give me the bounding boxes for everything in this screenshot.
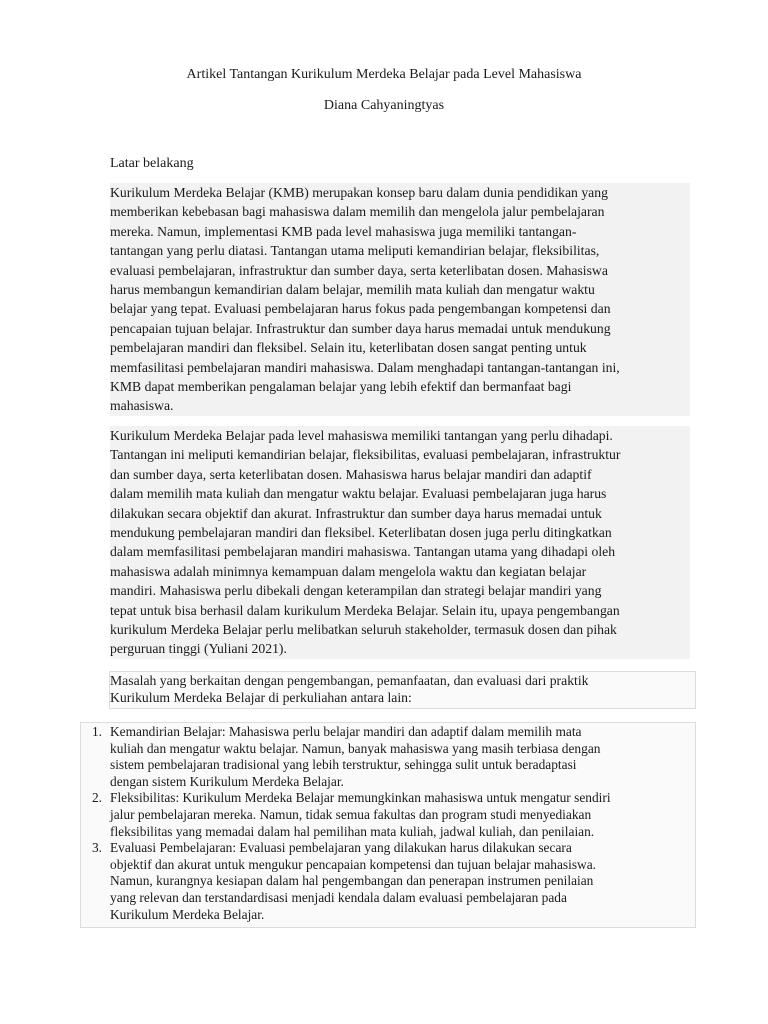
paragraph-line: mandiri. Mahasiswa perlu dibekali dengan keterampilan dan strategi belajar mandiri yang [110, 581, 690, 600]
list-item [82, 840, 690, 923]
paragraph-line: dalam memilih mata kuliah dan mengatur waktu belajar. Evaluasi pembelajaran juga harus [110, 484, 690, 503]
problem-list [82, 724, 690, 923]
paragraph-line: mahasiswa. [110, 396, 690, 415]
paragraph-line: perguruan tinggi (Yuliani 2021). [110, 639, 690, 658]
paragraph-line: tantangan yang perlu diatasi. Tantangan utama meliputi kemandirian belajar, fleksibilitas, [110, 241, 690, 260]
document-title: Artikel Tantangan Kurikulum Merdeka Belajar pada Level Mahasiswa [186, 67, 582, 82]
paragraph-line: mereka. Namun, implementasi KMB pada level mahasiswa juga memiliki tantangan- [110, 222, 690, 241]
list-line: objektif dan akurat untuk mengukur pencapaian kompetensi dan tujuan belajar mahasiswa. [110, 856, 596, 872]
list-item [82, 790, 690, 840]
paragraph-line: memberikan kebebasan bagi mahasiswa dalam memilih dan mengelola jalur pembelajaran [110, 202, 690, 221]
list-item [82, 724, 690, 790]
paragraph-line: belajar yang tepat. Evaluasi pembelajaran harus fokus pada pengembangan kompetensi dan [110, 299, 690, 318]
list-number: 1. [91, 724, 102, 739]
intro-line: Kurikulum Merdeka Belajar di perkuliahan antara lain: [110, 690, 412, 705]
list-line: fleksibilitas yang memadai dalam hal pemilihan mata kuliah, jadwal kuliah, dan penilaian. [110, 823, 595, 839]
paragraph-line: dan sumber daya, serta keterlibatan dosen. Mahasiswa harus belajar mandiri dan adaptif [110, 465, 690, 484]
list-line: Fleksibilitas: Kurikulum Merdeka Belajar memungkinkan mahasiswa untuk mengatur sendiri [110, 790, 611, 806]
paragraph-line: pembelajaran mandiri dan fleksibel. Selain itu, keterlibatan dosen sangat penting untuk [110, 338, 690, 357]
section-heading: Latar belakang [110, 156, 194, 171]
paragraph-line: pencapaian tujuan belajar. Infrastruktur dan sumber daya harus memadai untuk mendukung [110, 319, 690, 338]
list-line: yang relevan dan terstandardisasi menjadi kendala dalam evaluasi pembelajaran pada [110, 889, 567, 905]
paragraph-line: mendukung pembelajaran mandiri dan fleksibel. Keterlibatan dosen juga perlu ditingkatkan [110, 523, 690, 542]
paragraph-line: evaluasi pembelajaran, infrastruktur dan sumber daya, serta keterlibatan dosen. Mahasiswa [110, 261, 690, 280]
list-line: Kurikulum Merdeka Belajar. [110, 906, 265, 922]
list-line: Namun, kurangnya kesiapan dalam hal pengembangan dan penerapan instrumen penilaian [110, 873, 594, 889]
paragraph-line: mahasiswa adalah minimnya kemampuan dalam mengelola waktu dan kegiatan belajar [110, 562, 690, 581]
paragraph-background [110, 183, 690, 416]
list-line: sistem pembelajaran tradisional yang lebih terstruktur, sehingga sulit untuk beradaptasi [110, 757, 577, 773]
paragraph-line: Kurikulum Merdeka Belajar pada level mahasiswa memiliki tantangan yang perlu dihadapi. [110, 426, 690, 445]
intro-line: Masalah yang berkaitan dengan pengembangan, pemanfaatan, dan evaluasi dari praktik [110, 673, 589, 688]
list-line: dengan sistem Kurikulum Merdeka Belajar. [110, 773, 344, 789]
list-number: 3. [91, 840, 102, 856]
paragraph-line: Tantangan ini meliputi kemandirian belajar, fleksibilitas, evaluasi pembelajaran, infrastruktur [110, 445, 690, 464]
list-number: 2. [91, 790, 102, 806]
paragraph-line: dilakukan secara objektif dan akurat. Infrastruktur dan sumber daya harus memadai untuk [110, 504, 690, 523]
paragraph-line: KMB dapat memberikan pengalaman belajar yang lebih efektif dan bermanfaat bagi [110, 377, 690, 396]
list-line: Kemandirian Belajar: Mahasiswa perlu belajar mandiri dan adaptif dalam memilih mata [110, 724, 582, 739]
list-line: jalur pembelajaran mereka. Namun, tidak semua fakultas dan program studi menyediakan [110, 806, 592, 822]
list-line: Evaluasi Pembelajaran: Evaluasi pembelajaran yang dilakukan harus dilakukan secara [110, 840, 572, 856]
document-author: Diana Cahyaningtyas [323, 98, 445, 113]
list-intro [110, 672, 690, 706]
paragraph-line: tepat untuk bisa berhasil dalam kurikulum Merdeka Belajar. Selain itu, upaya pengembangan [110, 601, 690, 620]
paragraph-line: Kurikulum Merdeka Belajar (KMB) merupakan konsep baru dalam dunia pendidikan yang [110, 183, 690, 202]
paragraph-line: kurikulum Merdeka Belajar perlu melibatkan seluruh stakeholder, termasuk dosen dan pihak [110, 620, 690, 639]
paragraph-line: harus membangun kemandirian dalam belajar, memilih mata kuliah dan mengatur waktu [110, 280, 690, 299]
list-line: kuliah dan mengatur waktu belajar. Namun, banyak mahasiswa yang masih terbiasa dengan [110, 740, 601, 756]
paragraph-line: dalam memfasilitasi pembelajaran mandiri mahasiswa. Tantangan utama yang dihadapi oleh [110, 542, 690, 561]
paragraph-challenges [110, 426, 690, 659]
paragraph-line: memfasilitasi pembelajaran mandiri mahasiswa. Dalam menghadapi tantangan-tantangan ini, [110, 358, 690, 377]
